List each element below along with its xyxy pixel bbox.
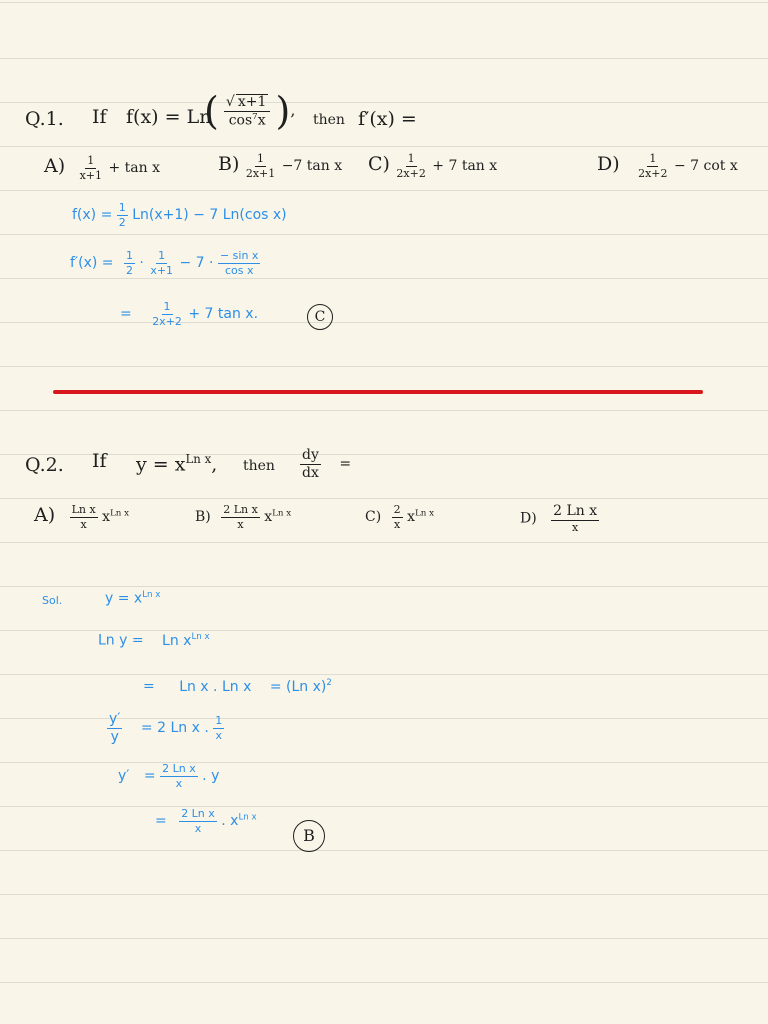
q2-dx: dx: [302, 464, 319, 481]
q2-option-d-label: D): [520, 510, 537, 527]
s4-rhs: = 2 Ln x .: [140, 720, 209, 737]
option-d-den: 2x+2: [638, 166, 668, 180]
option-c-num: 1: [407, 152, 415, 165]
q1-option-b: [218, 153, 342, 179]
q2-y-expr: $y = x^{Ln x}$,: [136, 452, 218, 476]
q2-sol-1: [105, 590, 160, 607]
s1-exp: Ln x: [142, 590, 161, 600]
s3-exp: 2: [326, 678, 332, 688]
q2-dy: dy: [302, 447, 319, 463]
s6-num: 2 Ln x: [181, 807, 215, 820]
q1-fraction: ( $\frac{√ x+1}{\cos^7x}$ ),: [204, 89, 296, 133]
option-c-label: C): [368, 153, 390, 176]
q2-sol-6: [155, 808, 257, 834]
sol1-half-den: 2: [118, 215, 126, 229]
s5-rest: . y: [202, 768, 220, 785]
s4-fnum: 1: [215, 714, 223, 728]
q2-number: Q.2.: [25, 454, 64, 476]
option-d-rest: − 7 cot x: [673, 158, 738, 175]
s3: =: [143, 678, 155, 695]
q2-answer: B: [293, 820, 325, 852]
q2-sol-2: [98, 632, 210, 649]
s3-eq2: = (Ln x): [269, 678, 327, 695]
sol2-a-den: 2: [125, 263, 133, 277]
sol2-c-num: − sin x: [219, 249, 259, 262]
s2: Ln y =: [98, 632, 144, 649]
q1-then: then: [313, 112, 345, 128]
option-a-label: A): [44, 155, 66, 178]
sol2-b-num: 1: [158, 249, 166, 262]
option-b-num: 1: [257, 152, 265, 165]
q1-option-d: [597, 153, 738, 179]
sol2-a-num: 1: [125, 249, 133, 262]
s4-fden: x: [215, 728, 222, 742]
q2-option-c: [365, 504, 434, 530]
q2-dydx: [300, 448, 351, 480]
s6-eq: =: [155, 813, 167, 830]
sol1-rest: Ln(x+1) − 7 Ln(cos x): [132, 207, 287, 224]
q2-option-a-base: x: [102, 509, 111, 526]
q2-option-c-num: 2: [393, 503, 401, 516]
q2-sol-5: [118, 763, 219, 789]
sol3-num: 1: [163, 300, 171, 313]
s4-num: y′: [109, 711, 121, 727]
q2-option-a-num: Ln x: [71, 503, 96, 516]
sol2-lhs: f′(x) =: [70, 255, 114, 272]
q2-option-b: [195, 504, 291, 530]
sol3-eq: =: [120, 306, 132, 323]
q2-option-b-base: x: [264, 509, 273, 526]
option-b-den: 2x+1: [245, 166, 276, 180]
s6-exp: Ln x: [238, 812, 257, 823]
q2-option-d: [520, 504, 599, 533]
s6-den: x: [194, 821, 202, 835]
q2-answer-circle: [293, 820, 325, 852]
sol1-lhs: f(x) =: [72, 207, 113, 224]
option-a-den: x+1: [79, 168, 103, 182]
q1-sqrt-arg: x+1: [237, 93, 267, 110]
q2-option-c-base: x: [407, 509, 415, 526]
right-paren: ): [275, 89, 291, 133]
sol2-b-den: x+1: [150, 263, 174, 277]
q2-option-b-exp: Ln x: [272, 508, 292, 519]
q2-eq: =: [339, 456, 352, 473]
q2-y: y = x: [136, 453, 186, 476]
q2-if: If: [92, 450, 107, 472]
q1-option-c: [368, 153, 497, 179]
q1-option-a: [44, 155, 160, 181]
q1-den-var: x: [257, 112, 266, 129]
q1-sol-line2: f′(x) = $\frac{1}{2}$ · $\frac{1}{x+1}$ − 7 · $\frac{\text{− sin x}}{\text{cos x}}$: [70, 249, 259, 277]
q2-option-b-label: B): [195, 509, 211, 526]
s4-den: y: [110, 728, 119, 745]
q1-answer-circle: [307, 304, 333, 330]
q1-number: Q.1.: [25, 108, 64, 130]
s1: y = x: [105, 590, 143, 607]
option-a-rest: + tan x: [108, 160, 160, 177]
s5-num: 2 Ln x: [162, 762, 196, 775]
q2-option-d-den: x: [572, 520, 579, 534]
q2-sol-3: [143, 678, 332, 695]
q1-fprime: f′(x) =: [358, 108, 417, 130]
q2-y-exp: Ln x: [185, 452, 212, 466]
q1-den-exp: 7: [252, 111, 258, 122]
q2-then: then: [243, 458, 275, 474]
q2-option-c-exp: Ln x: [415, 508, 434, 519]
sol3-rest: + 7 tan x.: [188, 306, 259, 323]
q2-option-d-num: 2 Ln x: [553, 503, 598, 519]
s3-rhs: Ln x . Ln x: [179, 678, 252, 695]
s5-eq: =: [143, 768, 156, 785]
q2-option-b-num: 2 Ln x: [223, 503, 258, 516]
q2-sol-4: [107, 712, 224, 744]
left-paren: (: [204, 89, 219, 133]
q1-if: If: [92, 106, 107, 128]
option-b-label: B): [218, 153, 240, 176]
q2-option-c-label: C): [365, 509, 382, 526]
s2-exp: Ln x: [191, 632, 210, 642]
q2-option-a-label: A): [34, 504, 56, 527]
q1-fx: f(x) = Ln: [126, 106, 212, 128]
option-c-den: 2x+2: [396, 166, 426, 180]
option-c-rest: + 7 tan x: [432, 158, 498, 175]
s5-lhs: y′: [118, 768, 130, 785]
sol2-c-den: cos x: [224, 263, 254, 277]
sol1-half-num: 1: [118, 201, 126, 214]
q1-sol-line1: [72, 202, 287, 228]
q2-option-b-den: x: [237, 517, 244, 531]
q1-den: cos: [228, 112, 253, 129]
s5-den: x: [175, 776, 183, 790]
q2-option-c-den: x: [394, 517, 401, 531]
s2-rhs: Ln x: [162, 632, 192, 649]
option-d-label: D): [597, 153, 620, 176]
q1-answer: C: [307, 304, 333, 330]
q2-option-a-exp: Ln x: [110, 508, 130, 519]
section-divider: [53, 390, 703, 394]
q2-option-a: [34, 504, 129, 530]
option-d-num: 1: [649, 152, 657, 165]
q1-sol-line3: [120, 301, 258, 327]
s6-base: . x: [221, 813, 239, 830]
q2-sol-label: Sol.: [42, 594, 63, 607]
sol2-mid: − 7 ·: [179, 255, 214, 272]
option-a-num: 1: [87, 154, 95, 167]
q2-option-a-den: x: [80, 517, 87, 531]
sol3-den: 2x+2: [152, 314, 182, 328]
option-b-rest: −7 tan x: [281, 158, 343, 175]
